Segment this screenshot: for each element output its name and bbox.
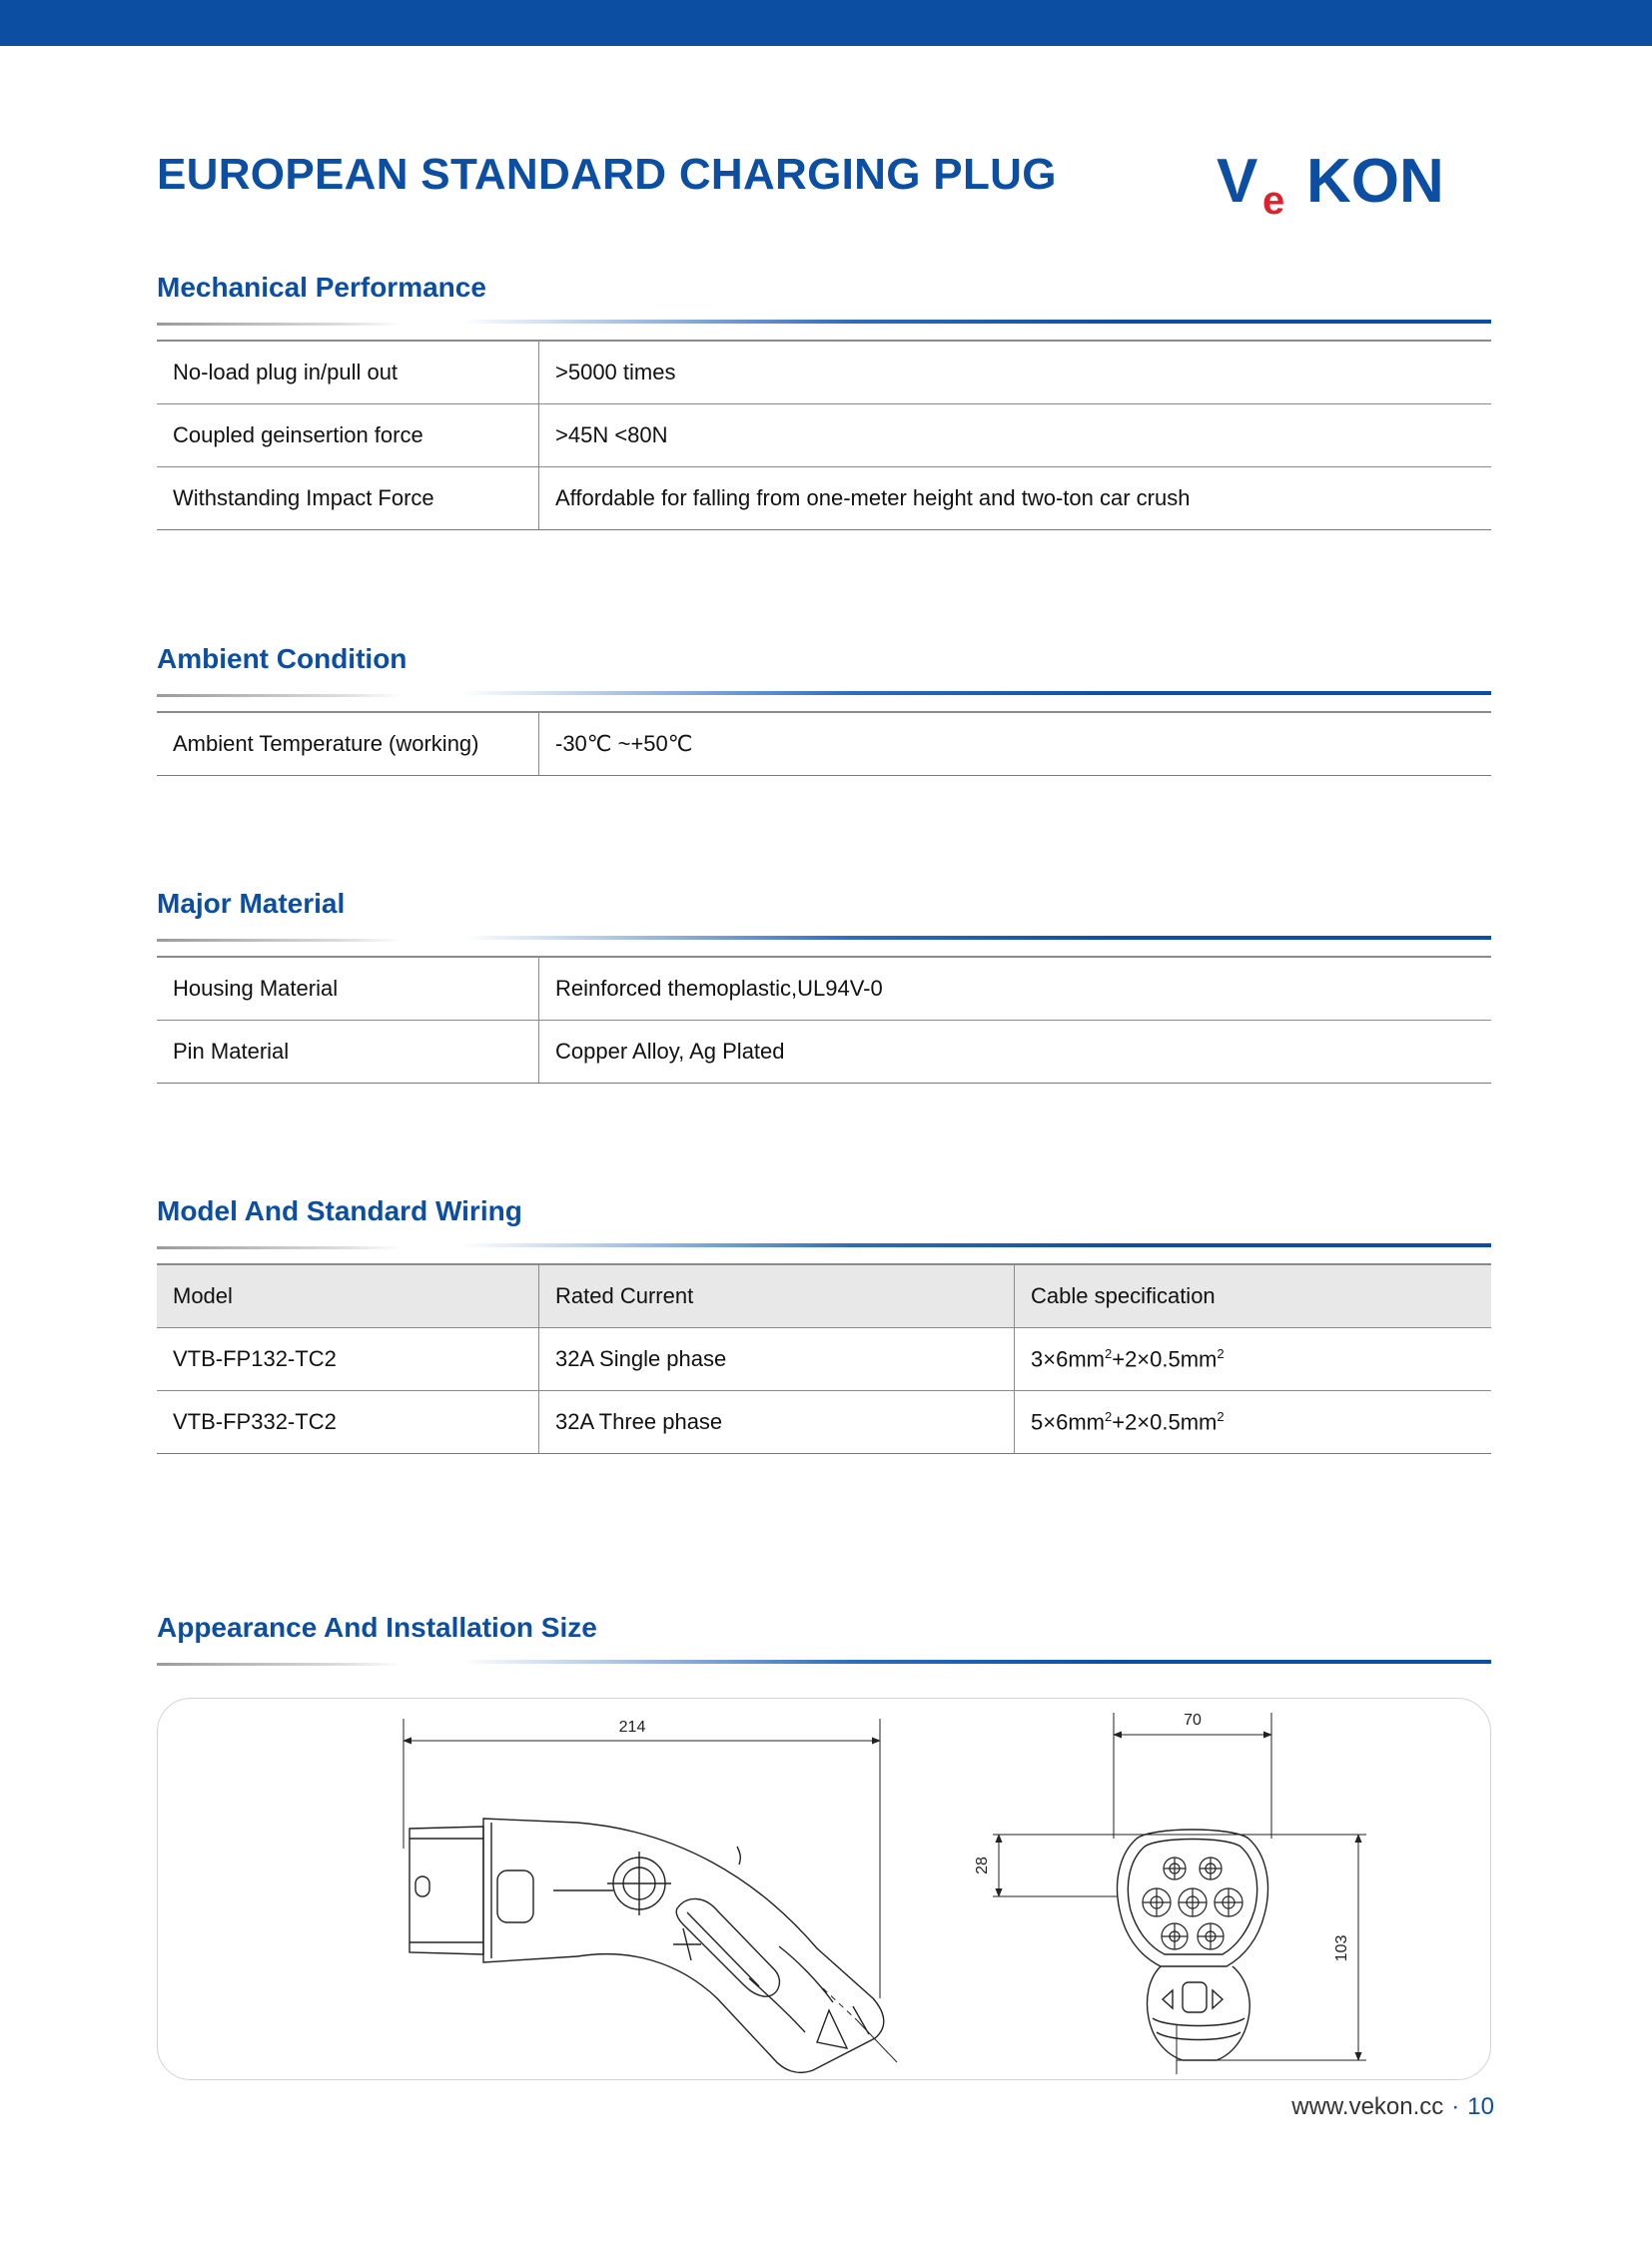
row-value: Affordable for falling from one-meter height and two-ton car crush — [539, 467, 1492, 530]
section-divider — [157, 316, 1491, 328]
section-material — [157, 884, 1491, 1084]
model-cell: VTB-FP332-TC2 — [157, 1391, 539, 1454]
section-mechanical — [157, 268, 1491, 530]
table-row — [157, 404, 1491, 467]
row-label: Coupled geinsertion force — [157, 404, 539, 467]
section-divider — [157, 1656, 1491, 1668]
page-footer — [1291, 2093, 1494, 2121]
cable-cell: $5\times 6mm^2+2\times 0.5mm^2$ — [1015, 1391, 1492, 1454]
row-value: Reinforced themoplastic,UL94V-0 — [539, 957, 1492, 1021]
section-divider — [157, 687, 1491, 699]
row-label: Withstanding Impact Force — [157, 467, 539, 530]
model-cell: VTB-FP132-TC2 — [157, 1328, 539, 1391]
column-header: Cable specification — [1015, 1264, 1492, 1328]
technical-drawing-panel — [157, 1698, 1491, 2080]
section-title-wiring: Model And Standard Wiring — [157, 1195, 522, 1226]
table-header-row — [157, 1264, 1491, 1328]
table-row — [157, 467, 1491, 530]
row-label: No-load plug in/pull out — [157, 341, 539, 404]
section-title-appearance: Appearance And Installation Size — [157, 1612, 597, 1643]
side-view-plug — [404, 1719, 897, 2072]
current-cell: 32A Three phase — [539, 1391, 1015, 1454]
ambient-table — [157, 711, 1491, 776]
column-header: Rated Current — [539, 1264, 1015, 1328]
logo-letters-kon: KON — [1306, 150, 1444, 216]
dimension-offset-label: 28 — [974, 1857, 991, 1874]
row-label: Ambient Temperature (working) — [157, 712, 539, 776]
section-appearance — [157, 1608, 1491, 1668]
dimension-height-label: 103 — [1333, 1934, 1350, 1962]
section-title-ambient: Ambient Condition — [157, 643, 408, 674]
row-value: >5000 times — [539, 341, 1492, 404]
section-ambient — [157, 639, 1491, 776]
section-divider — [157, 1239, 1491, 1251]
table-row — [157, 1391, 1491, 1454]
top-color-bar — [0, 0, 1652, 46]
table-row — [157, 957, 1491, 1021]
website-url: www.vekon.cc — [1291, 2093, 1444, 2120]
table-row — [157, 1328, 1491, 1391]
section-title-material: Major Material — [157, 888, 346, 919]
section-divider — [157, 932, 1491, 944]
vekon-logo — [1217, 150, 1496, 218]
dimension-width-label: 70 — [1184, 1712, 1202, 1729]
row-label: Housing Material — [157, 957, 539, 1021]
table-row — [157, 1021, 1491, 1084]
footer-separator: · — [1451, 2093, 1460, 2120]
section-title-mechanical: Mechanical Performance — [157, 272, 486, 303]
current-cell: 32A Single phase — [539, 1328, 1015, 1391]
page-number: 10 — [1467, 2093, 1494, 2120]
row-value: Copper Alloy, Ag Plated — [539, 1021, 1492, 1084]
mechanical-table — [157, 340, 1491, 530]
table-row — [157, 341, 1491, 404]
table-row — [157, 712, 1491, 776]
page-title: EUROPEAN STANDARD CHARGING PLUG — [157, 150, 1057, 199]
column-header: Model — [157, 1264, 539, 1328]
logo-letter-e: e — [1262, 179, 1285, 218]
dimension-length-label: 214 — [618, 1719, 646, 1736]
cable-cell: $3\times 6mm^2+2\times 0.5mm^2$ — [1015, 1328, 1492, 1391]
row-value: >45N <80N — [539, 404, 1492, 467]
row-value: -30℃ ~+50℃ — [539, 712, 1492, 776]
front-view-plug — [974, 1712, 1366, 2074]
row-label: Pin Material — [157, 1021, 539, 1084]
technical-drawing — [158, 1699, 1492, 2081]
section-wiring — [157, 1191, 1491, 1454]
wiring-table — [157, 1263, 1491, 1454]
logo-letter-v: V — [1217, 150, 1258, 216]
material-table — [157, 956, 1491, 1084]
